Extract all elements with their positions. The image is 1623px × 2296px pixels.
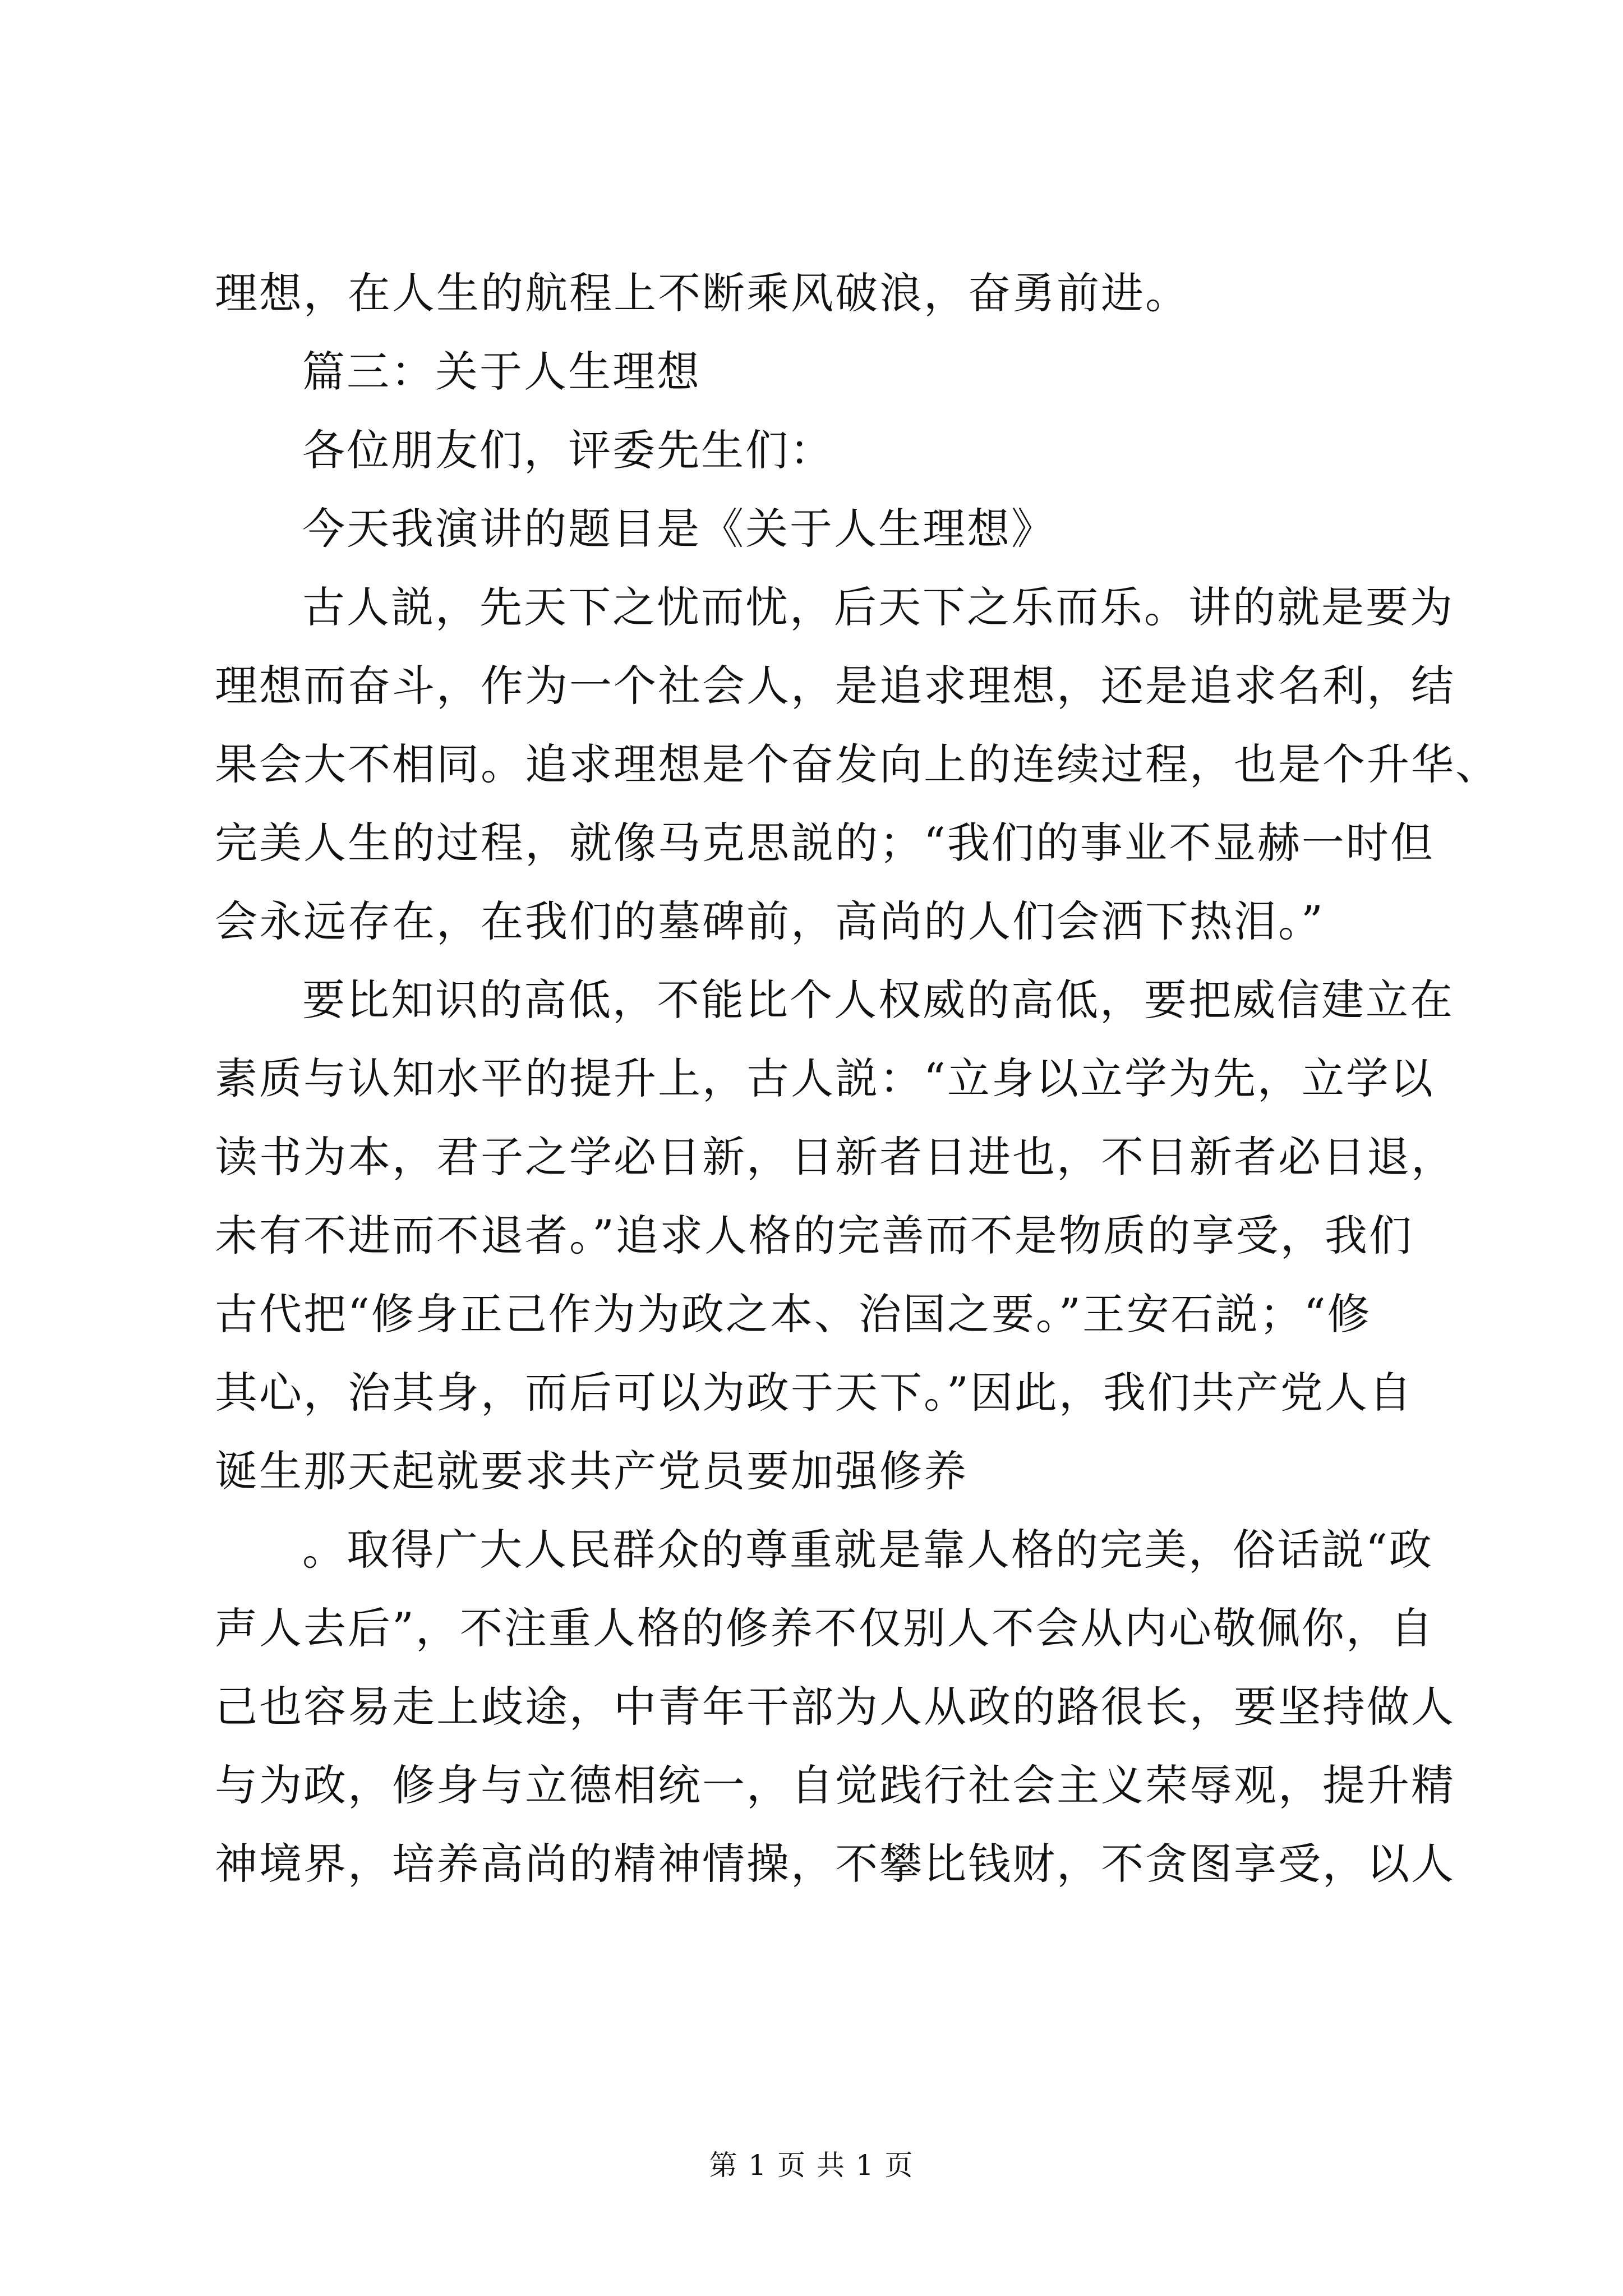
paragraph-start-line: 古人説，先天下之忧而忧，后天下之乐而乐。讲的就是要为 xyxy=(302,582,1454,632)
text-line: 理想而奋斗，作为一个社会人，是追求理想，还是追求名利，结 xyxy=(215,661,1455,711)
section-heading: 篇三：关于人生理想 xyxy=(302,347,701,397)
text-line: 果会大不相同。追求理想是个奋发向上的连续过程，也是个升华、 xyxy=(215,739,1500,789)
text-line: 己也容易走上歧途，中青年干部为人从政的路很长，要坚持做人 xyxy=(215,1682,1455,1732)
speech-title-line: 今天我演讲的题目是《关于人生理想》 xyxy=(302,504,1055,554)
salutation-line: 各位朋友们，评委先生们： xyxy=(302,425,834,475)
text-line: 未有不进而不退者。”追求人格的完善而不是物质的享受，我们 xyxy=(215,1211,1413,1260)
paragraph-start-line: 要比知识的高低，不能比个人权威的高低，要把威信建立在 xyxy=(302,975,1454,1025)
page-number-footer: 第 1 页 共 1 页 xyxy=(709,2149,914,2182)
text-line: 诞生那天起就要求共产党员要加强修养 xyxy=(215,1446,968,1496)
text-line: 与为政，修身与立德相统一，自觉践行社会主义荣辱观，提升精 xyxy=(215,1760,1455,1810)
text-line: 理想，在人生的航程上不断乘风破浪，奋勇前进。 xyxy=(215,268,1189,318)
document-body xyxy=(215,254,1500,1903)
paragraph-start-line: 。取得广大人民群众的尊重就是靠人格的完美，俗话説“政 xyxy=(302,1525,1433,1575)
text-line: 古代把“修身正己作为为政之本、治国之要。”王安石説；“修 xyxy=(215,1289,1372,1339)
text-line: 声人去后”，不注重人格的修养不仅别人不会从内心敬佩你，自 xyxy=(215,1603,1435,1653)
text-line: 其心，治其身，而后可以为政于天下。”因此，我们共产党人自 xyxy=(215,1368,1413,1418)
text-line: 会永远存在，在我们的墓碑前，高尚的人们会洒下热泪。” xyxy=(215,896,1325,946)
text-line: 神境界，培养高尚的精神情操，不攀比钱财，不贪图享受，以人 xyxy=(215,1839,1455,1889)
text-line: 素质与认知水平的提升上，古人説：“立身以立学为先，立学以 xyxy=(215,1053,1435,1103)
text-line: 完美人生的过程，就像马克思説的；“我们的事业不显赫一时但 xyxy=(215,818,1435,868)
text-line: 读书为本，君子之学必日新，日新者日进也，不日新者必日退， xyxy=(215,1132,1455,1182)
